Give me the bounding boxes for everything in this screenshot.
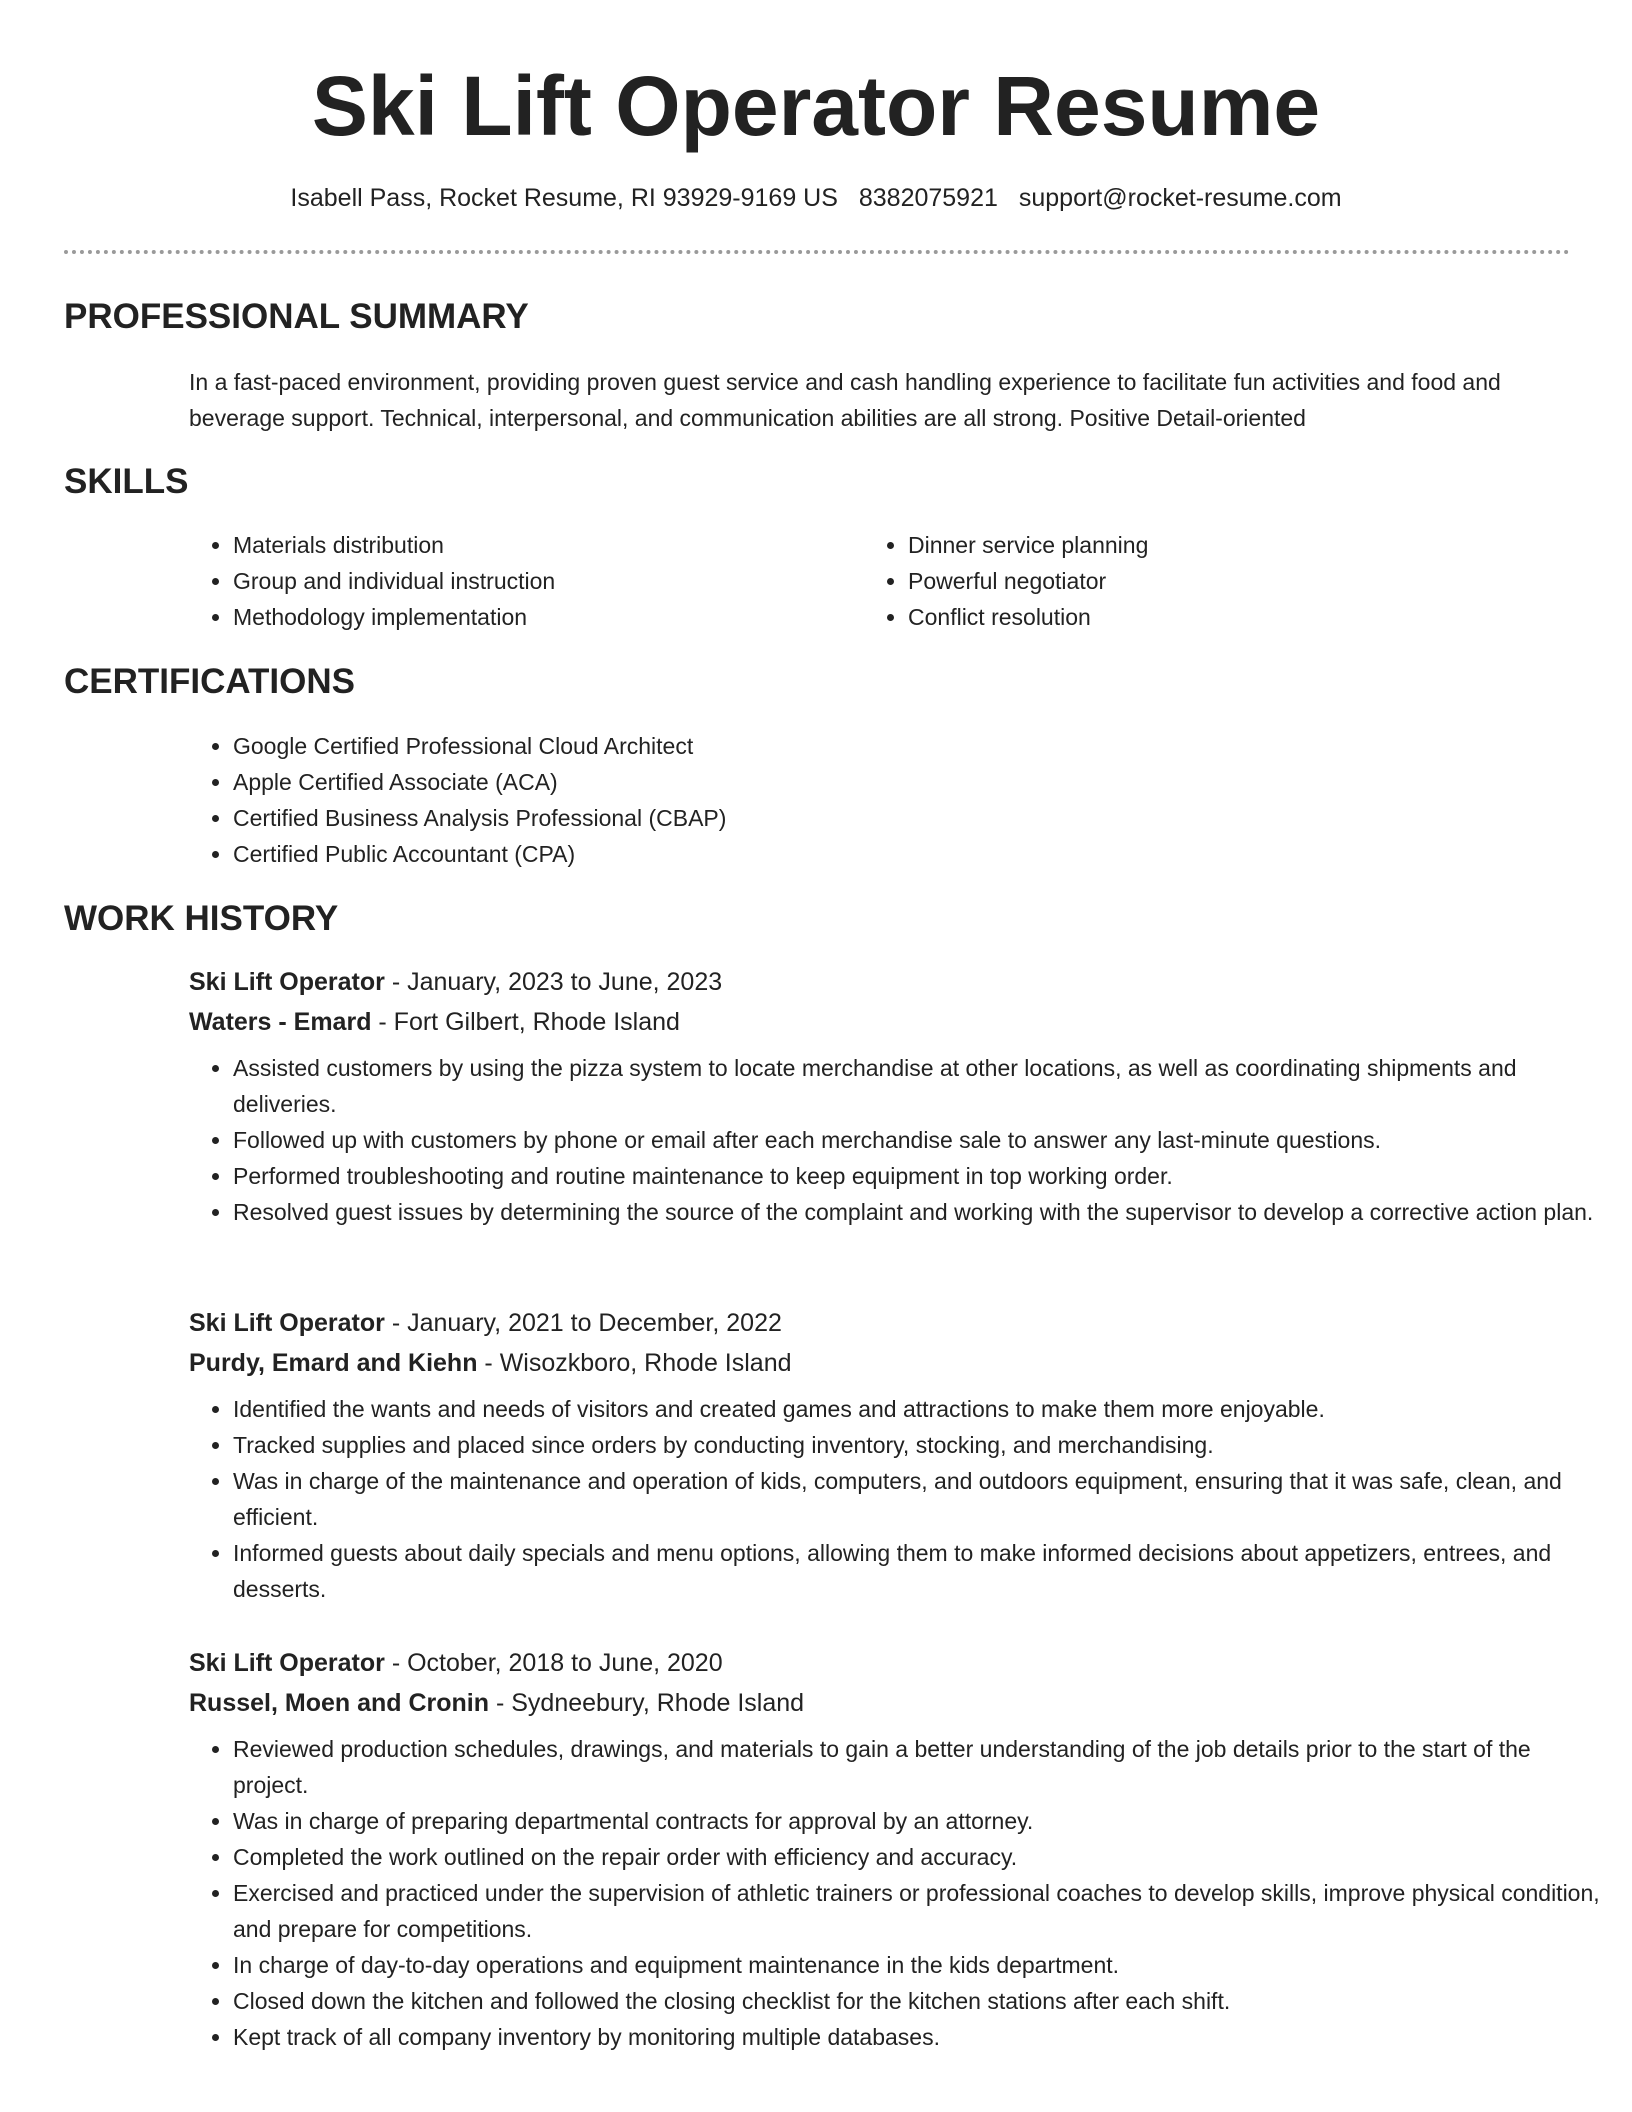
job-company: Purdy, Emard and Kiehn	[189, 1349, 478, 1377]
job-company-line	[189, 1002, 1589, 1042]
job-company: Waters - Emard	[189, 1008, 372, 1036]
job-title: Ski Lift Operator	[189, 1309, 385, 1337]
job-duty: • Informed guests about daily specials and menu options, allowing them to make informed decisions about appetizers, entrees, and desserts.	[233, 1535, 1603, 1607]
work-history-heading: WORK HISTORY	[64, 899, 339, 938]
certifications-list	[189, 728, 1533, 872]
job-duties-list	[189, 1731, 1603, 2055]
job-duty: • Exercised and practiced under the supervision of athletic trainers or professional coaches to develop skills, improve physical condition, and prepare for competitions.	[233, 1875, 1603, 1947]
job-entry	[189, 962, 1594, 1230]
job-duties-list	[189, 1391, 1603, 1607]
certifications-heading: CERTIFICATIONS	[64, 662, 356, 701]
job-dates: - October, 2018 to June, 2020	[384, 1649, 723, 1677]
job-dates: - January, 2023 to June, 2023	[384, 968, 723, 996]
job-location: - Wisozkboro, Rhode Island	[477, 1349, 792, 1377]
job-duty: • Was in charge of preparing departmental contracts for approval by an attorney.	[233, 1803, 1603, 1839]
job-duty: • Kept track of all company inventory by monitoring multiple databases.	[233, 2019, 1603, 2055]
skill-item: • Methodology implementation	[233, 599, 853, 635]
job-location: - Sydneebury, Rhode Island	[489, 1689, 805, 1717]
job-duty: • In charge of day-to-day operations and equipment maintenance in the kids department.	[233, 1947, 1603, 1983]
job-company-line	[189, 1343, 1589, 1383]
certification-item: • Apple Certified Associate (ACA)	[233, 764, 1533, 800]
job-duty: • Tracked supplies and placed since orders by conducting inventory, stocking, and merchandising.	[233, 1427, 1603, 1463]
summary-heading: PROFESSIONAL SUMMARY	[64, 297, 529, 336]
job-title: Ski Lift Operator	[189, 1649, 385, 1677]
summary-text: In a fast-paced environment, providing proven guest service and cash handling experience to facilitate fun activities and food and beverage support. Technical, interpersonal, and communication abilities are all strong. Positive Detail-oriented	[189, 369, 1501, 431]
job-duty: • Performed troubleshooting and routine maintenance to keep equipment in top working order.	[233, 1158, 1603, 1194]
skill-item: • Powerful negotiator	[908, 563, 1528, 599]
job-company-line	[189, 1683, 1589, 1723]
skills-heading: SKILLS	[64, 462, 189, 501]
job-company: Russel, Moen and Cronin	[189, 1689, 490, 1717]
certification-item: • Google Certified Professional Cloud Architect	[233, 728, 1533, 764]
skills-list-right	[864, 527, 1528, 635]
resume-title: Ski Lift Operator Resume	[311, 59, 1321, 153]
job-title-line	[189, 1303, 1589, 1343]
job-duty: • Assisted customers by using the pizza system to locate merchandise at other locations, as well as coordinating shipments and deliveries.	[233, 1050, 1603, 1122]
job-title: Ski Lift Operator	[189, 968, 385, 996]
skill-item: • Dinner service planning	[908, 527, 1528, 563]
job-duty: • Closed down the kitchen and followed the closing checklist for the kitchen stations after each shift.	[233, 1983, 1603, 2019]
contact-address: Isabell Pass, Rocket Resume, RI 93929-9169 US	[290, 184, 838, 212]
job-duty: • Completed the work outlined on the repair order with efficiency and accuracy.	[233, 1839, 1603, 1875]
job-dates: - January, 2021 to December, 2022	[384, 1309, 782, 1337]
job-duties-list	[189, 1050, 1603, 1230]
job-entry	[189, 1643, 1600, 2055]
job-title-line	[189, 962, 1589, 1002]
skills-list-left	[189, 527, 853, 635]
skill-item: • Conflict resolution	[908, 599, 1528, 635]
contact-line	[0, 180, 1632, 216]
header-divider	[64, 250, 1570, 254]
job-location: - Fort Gilbert, Rhode Island	[371, 1008, 680, 1036]
contact-email: support@rocket-resume.com	[1018, 184, 1342, 212]
job-duty: • Identified the wants and needs of visitors and created games and attractions to make them more enjoyable.	[233, 1391, 1603, 1427]
job-duty: • Followed up with customers by phone or email after each merchandise sale to answer any last-minute questions.	[233, 1122, 1603, 1158]
skill-item: • Group and individual instruction	[233, 563, 853, 599]
job-title-line	[189, 1643, 1589, 1683]
job-entry	[189, 1303, 1589, 1607]
skill-item: • Materials distribution	[233, 527, 853, 563]
certification-item: • Certified Business Analysis Professional (CBAP)	[233, 800, 1533, 836]
job-duty: • Reviewed production schedules, drawings, and materials to gain a better understanding of the job details prior to the start of the project.	[233, 1731, 1603, 1803]
certification-item: • Certified Public Accountant (CPA)	[233, 836, 1533, 872]
job-duty: • Was in charge of the maintenance and operation of kids, computers, and outdoors equipment, ensuring that it was safe, clean, and efficient.	[233, 1463, 1603, 1535]
job-duty: • Resolved guest issues by determining the source of the complaint and working with the supervisor to develop a corrective action plan.	[233, 1194, 1603, 1230]
contact-phone: 8382075921	[858, 184, 998, 212]
